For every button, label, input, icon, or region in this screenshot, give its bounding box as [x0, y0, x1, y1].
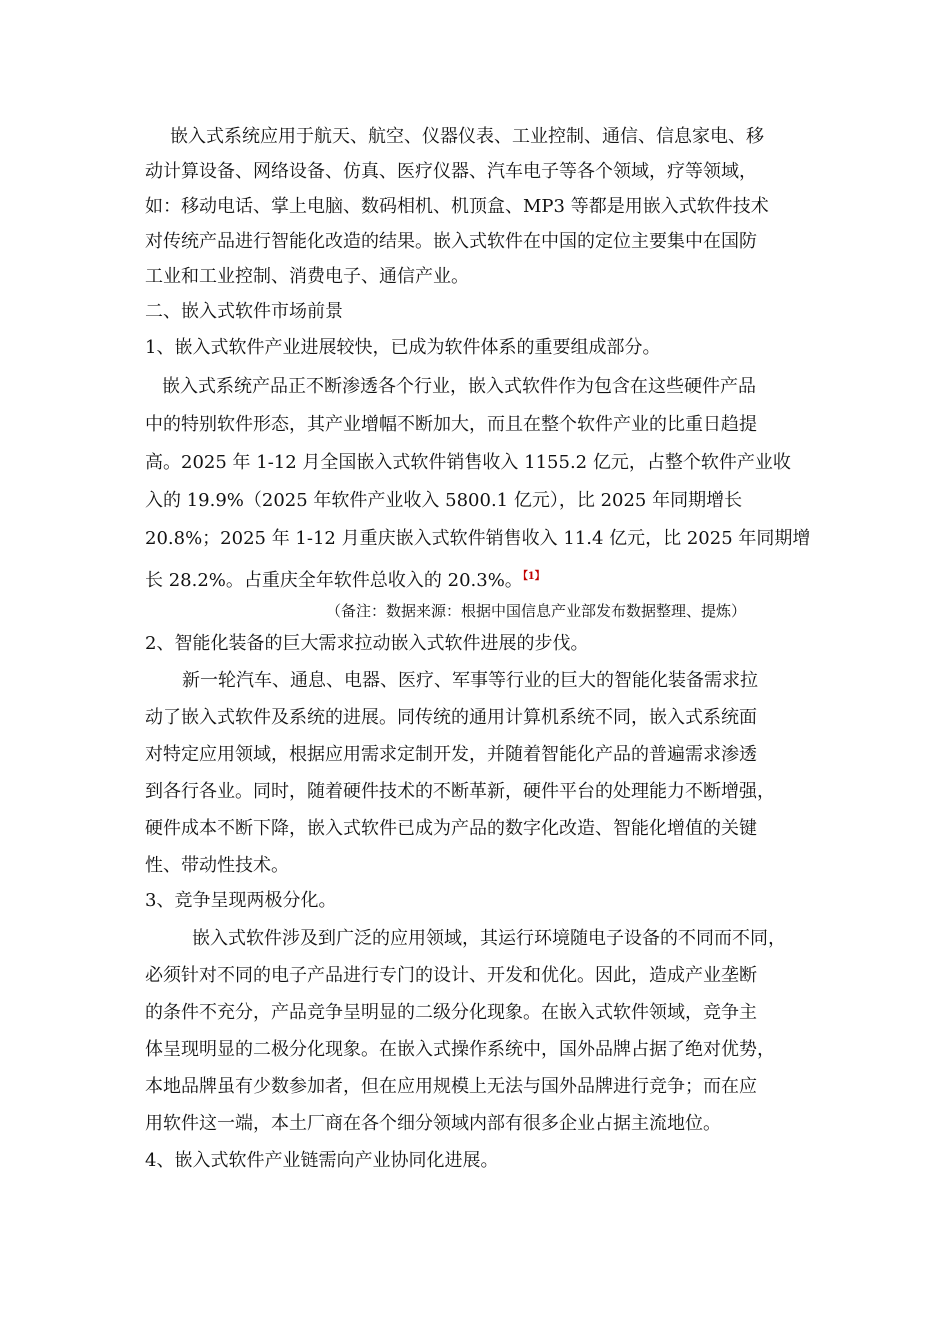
subsection-heading: 2、智能化装备的巨大需求拉动嵌入式软件进展的步伐。	[145, 633, 589, 654]
paragraph-line-text: 长 28.2%。占重庆全年软件总收入的 20.3%。	[145, 570, 523, 591]
paragraph-line: 动了嵌入式软件及系统的进展。同传统的通用计算机系统不同，嵌入式系统面	[145, 707, 757, 728]
paragraph-line: 新一轮汽车、通息、电器、医疗、军事等行业的巨大的智能化装备需求拉	[182, 670, 758, 691]
source-note: （备注：数据来源：根据中国信息产业部发布数据整理、提炼）	[326, 602, 747, 620]
paragraph-line: 对传统产品进行智能化改造的结果。嵌入式软件在中国的定位主要集中在国防	[145, 231, 757, 252]
paragraph-line	[145, 565, 545, 593]
paragraph-line: 体呈现明显的二极分化现象。在嵌入式操作系统中，国外品牌占据了绝对优势，	[145, 1039, 775, 1060]
paragraph-line: 硬件成本不断下降，嵌入式软件已成为产品的数字化改造、智能化增值的关键	[145, 818, 757, 839]
paragraph-line: 的条件不充分，产品竞争呈明显的二级分化现象。在嵌入式软件领域，竞争主	[145, 1002, 757, 1023]
paragraph-line: 嵌入式系统应用于航天、航空、仪器仪表、工业控制、通信、信息家电、移	[170, 126, 764, 147]
section-heading: 二、嵌入式软件市场前景	[145, 301, 343, 322]
subsection-heading: 1、嵌入式软件产业进展较快，已成为软件体系的重要组成部分。	[145, 337, 661, 358]
paragraph-line: 用软件这一端，本土厂商在各个细分领域内部有很多企业占据主流地位。	[145, 1113, 721, 1134]
paragraph-line: 到各行各业。同时，随着硬件技术的不断革新，硬件平台的处理能力不断增强，	[145, 781, 775, 802]
paragraph-line: 性、带动性技术。	[145, 855, 289, 876]
paragraph-line: 嵌入式系统产品正不断渗透各个行业，嵌入式软件作为包含在这些硬件产品	[162, 376, 756, 397]
paragraph-line: 动计算设备、网络设备、仿真、医疗仪器、汽车电子等各个领域，疗等领域，	[145, 161, 757, 182]
paragraph-line: 嵌入式软件涉及到广泛的应用领域，其运行环境随电子设备的不同而不同，	[192, 928, 786, 949]
paragraph-line: 对特定应用领域，根据应用需求定制开发，并随着智能化产品的普遍需求渗透	[145, 744, 757, 765]
paragraph-line: 高。2025 年 1-12 月全国嵌入式软件销售收入 1155.2 亿元，占整个软件产业收	[145, 452, 791, 473]
paragraph-line: 20.8%；2025 年 1-12 月重庆嵌入式软件销售收入 11.4 亿元，比 2025 年同期增	[145, 528, 811, 549]
subsection-heading: 3、竞争呈现两极分化。	[145, 890, 337, 911]
paragraph-line: 如：移动电话、掌上电脑、数码相机、机顶盒、MP3 等都是用嵌入式软件技术	[145, 196, 769, 217]
paragraph-line: 中的特别软件形态，其产业增幅不断加大，而且在整个软件产业的比重日趋提	[145, 414, 757, 435]
paragraph-line: 本地品牌虽有少数参加者，但在应用规模上无法与国外品牌进行竞争；而在应	[145, 1076, 757, 1097]
citation-marker[interactable]: 【1】	[522, 571, 545, 582]
paragraph-line: 必须针对不同的电子产品进行专门的设计、开发和优化。因此，造成产业垄断	[145, 965, 757, 986]
subsection-heading: 4、嵌入式软件产业链需向产业协同化进展。	[145, 1150, 499, 1171]
paragraph-line: 工业和工业控制、消费电子、通信产业。	[145, 266, 469, 287]
paragraph-line: 入的 19.9%（2025 年软件产业收入 5800.1 亿元），比 2025 年同期增长	[145, 490, 743, 511]
